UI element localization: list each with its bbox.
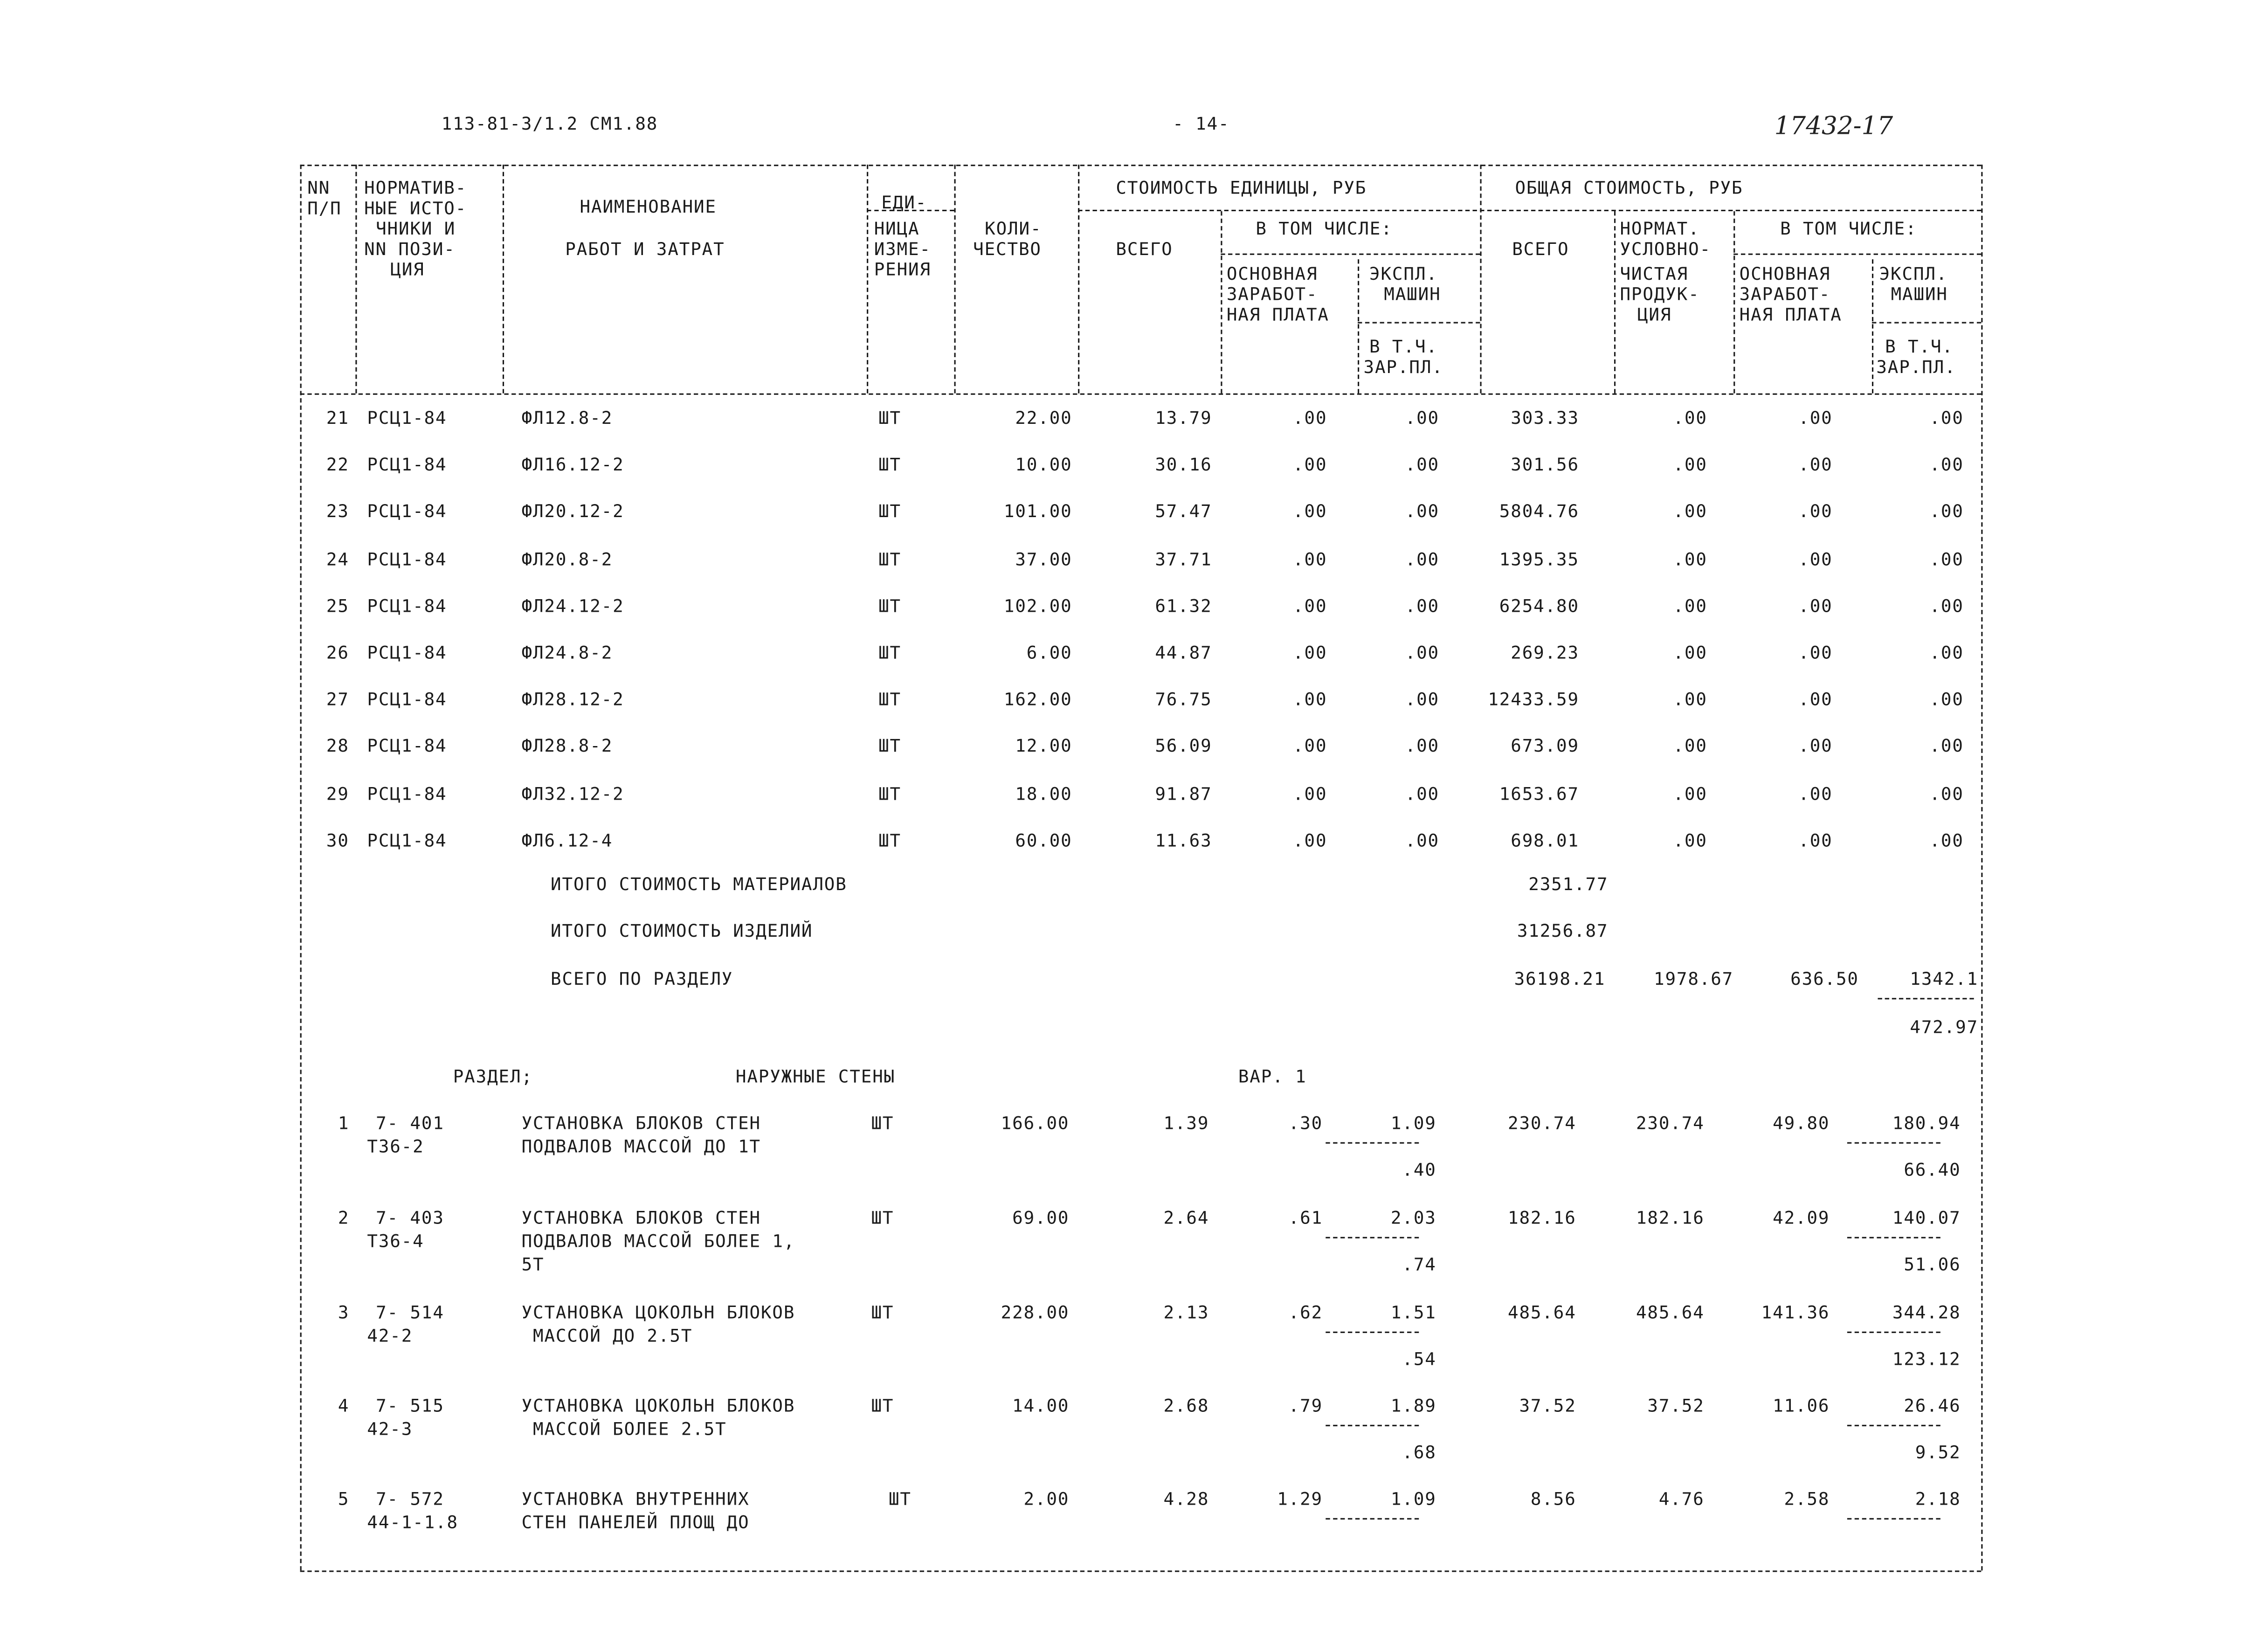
row-number: 21 [326,408,349,429]
hdr-unit-2: НИЦА [874,218,920,239]
page-number: - 14- [1173,113,1230,134]
work-name-line: ПОДВАЛОВ МАССОЙ БОЛЕЕ 1, [521,1231,795,1251]
materials-total-label: ИТОГО СТОИМОСТЬ МАТЕРИАЛОВ [551,874,847,895]
header-bottom-border [300,394,1982,395]
work-unit: ШТ [871,1113,894,1134]
work-mash-zp: 51.06 [1904,1254,1961,1275]
work-name-line: МАССОЙ БОЛЕЕ 2.5Т [521,1419,727,1440]
hdr-name-2: РАБОТ И ЗАТРАТ [565,239,725,260]
row-mash: .00 [1929,689,1964,710]
hdr-osn-2: ЗАРАБОТ- [1226,284,1318,305]
row-unit-mash: .00 [1405,408,1440,429]
row-normat: .00 [1673,783,1707,804]
hdr-vtom-unit: В ТОМ ЧИСЛЕ: [1256,218,1393,239]
col-sep [1733,211,1735,394]
work-qty: 69.00 [1012,1208,1070,1228]
row-source: РСЦ1-84 [367,408,447,429]
work-name-line: СТЕН ПАНЕЛЕЙ ПЛОЩ ДО [521,1512,750,1533]
col-sep [503,165,504,394]
work-unit: ШТ [871,1208,894,1228]
row-normat: .00 [1673,502,1707,522]
hdr-vtch2-1: В Т.Ч. [1885,336,1954,357]
products-total-label: ИТОГО СТОИМОСТЬ ИЗДЕЛИЙ [551,920,813,941]
hdr-normat-1: НОРМАТ. [1620,218,1700,239]
work-source-code: Т36-4 [367,1231,424,1251]
row-osn: .00 [1798,830,1833,851]
sub-underline [1847,1237,1940,1238]
row-unit-mash: .00 [1405,548,1440,569]
hdr-normat-2: УСЛОВНО- [1620,239,1712,260]
work-total: 230.74 [1508,1113,1576,1134]
row-qty: 101.00 [1003,502,1072,522]
col-sep [1078,165,1079,394]
work-name-line: УСТАНОВКА ЦОКОЛЬН БЛОКОВ [521,1302,795,1323]
section-osn: 636.50 [1790,968,1859,989]
row-osn: .00 [1798,408,1833,429]
row-total: 698.01 [1511,830,1579,851]
work-qty: 228.00 [1001,1302,1070,1323]
work-unit-cost: 2.64 [1163,1208,1209,1228]
work-name-line: ПОДВАЛОВ МАССОЙ ДО 1Т [521,1136,761,1157]
hdr-norm-5: ЦИЯ [390,259,425,280]
row-unit: ШТ [878,830,901,851]
row-total: 12433.59 [1488,689,1579,710]
hdr-unit-3: ИЗМЕ- [874,239,931,260]
row-source: РСЦ1-84 [367,642,447,663]
work-unit-zp: .30 [1288,1113,1323,1134]
row-unit-zp: .00 [1293,502,1327,522]
work-total: 182.16 [1508,1208,1576,1228]
section-total: 36198.21 [1514,968,1606,989]
hdr-line [1221,254,1480,255]
work-unit-zp: .79 [1288,1396,1323,1417]
work-mash-zp: 9.52 [1915,1442,1961,1463]
row-number: 26 [326,642,349,663]
handwritten-number: 17432-17 [1774,112,1893,142]
row-source: РСЦ1-84 [367,689,447,710]
hdr-osn-3: НАЯ ПЛАТА [1226,304,1329,325]
row-unit-mash: .00 [1405,830,1440,851]
row-qty: 102.00 [1003,595,1072,616]
work-name-line: 5Т [521,1254,545,1275]
work-total: 8.56 [1530,1489,1576,1509]
table-right-border [1981,165,1982,1570]
hdr-eksp2-1: ЭКСПЛ. [1879,263,1948,284]
row-unit: ШТ [878,408,901,429]
hdr-qty-1: КОЛИ- [985,218,1042,239]
row-name: ФЛ16.12-2 [521,455,624,476]
products-total: 31256.87 [1517,920,1609,941]
document-code: 113-81-3/1.2 СМ1.88 [441,113,658,134]
hdr-vtch2-2: ЗАР.ПЛ. [1876,357,1956,378]
row-source: РСЦ1-84 [367,830,447,851]
row-source: РСЦ1-84 [367,783,447,804]
row-total: 673.09 [1511,736,1579,757]
work-mash-zp: 123.12 [1892,1349,1961,1370]
table-left-border [300,165,302,1570]
work-name-line: УСТАНОВКА ВНУТРЕННИХ [521,1489,750,1509]
row-name: ФЛ32.12-2 [521,783,624,804]
table-bottom-border [300,1570,1982,1572]
row-total: 1653.67 [1499,783,1579,804]
work-source: 7- 572 [376,1489,444,1509]
row-normat: .00 [1673,595,1707,616]
work-number: 4 [338,1396,350,1417]
sub-underline [1326,1425,1419,1426]
work-unit-cost: 1.39 [1163,1113,1209,1134]
row-unit-cost: 30.16 [1155,455,1212,476]
hdr-osn2-3: НАЯ ПЛАТА [1739,304,1842,325]
row-normat: .00 [1673,689,1707,710]
sub-underline [1326,1237,1419,1238]
row-unit: ШТ [878,548,901,569]
hdr-normat-4: ПРОДУК- [1620,284,1700,305]
work-total: 485.64 [1508,1302,1576,1323]
work-mash: 344.28 [1892,1302,1961,1323]
row-normat: .00 [1673,455,1707,476]
row-unit-cost: 91.87 [1155,783,1212,804]
row-source: РСЦ1-84 [367,548,447,569]
row-source: РСЦ1-84 [367,455,447,476]
work-mash-zp: 66.40 [1904,1160,1961,1180]
work-mash: 26.46 [1904,1396,1961,1417]
row-name: ФЛ12.8-2 [521,408,613,429]
hdr-osn2-1: ОСНОВНАЯ [1739,263,1831,284]
row-osn: .00 [1798,502,1833,522]
work-normat: 230.74 [1636,1113,1705,1134]
row-unit-cost: 11.63 [1155,830,1212,851]
row-number: 30 [326,830,349,851]
hdr-line [1733,254,1981,255]
hdr-unit-1: ЕДИ- [881,192,927,213]
row-number: 23 [326,502,349,522]
row-qty: 60.00 [1015,830,1072,851]
hdr-total-cost: ОБЩАЯ СТОИМОСТЬ, РУБ [1515,178,1743,198]
work-unit-mash: 1.09 [1390,1113,1436,1134]
hdr-vtch-2: ЗАР.ПЛ. [1363,357,1443,378]
row-unit: ШТ [878,595,901,616]
row-name: ФЛ28.12-2 [521,689,624,710]
hdr-qty-2: ЧЕСТВО [973,239,1042,260]
work-total: 37.52 [1519,1396,1576,1417]
work-number: 2 [338,1208,350,1228]
work-source-code: Т36-2 [367,1136,424,1157]
row-number: 28 [326,736,349,757]
row-osn: .00 [1798,736,1833,757]
row-unit-cost: 56.09 [1155,736,1212,757]
row-unit: ШТ [878,689,901,710]
row-unit-mash: .00 [1405,502,1440,522]
row-unit-zp: .00 [1293,455,1327,476]
row-unit-mash: .00 [1405,455,1440,476]
col-sep [355,165,357,394]
col-sep [954,165,956,394]
row-source: РСЦ1-84 [367,502,447,522]
hdr-name-1: НАИМЕНОВАНИЕ [580,196,717,217]
row-unit-mash: .00 [1405,736,1440,757]
work-qty: 14.00 [1012,1396,1070,1417]
col-sep [1480,165,1481,394]
row-unit-mash: .00 [1405,783,1440,804]
hdr-nn-2: П/П [307,198,342,219]
row-normat: .00 [1673,408,1707,429]
row-normat: .00 [1673,548,1707,569]
row-unit-cost: 37.71 [1155,548,1212,569]
work-qty: 2.00 [1023,1489,1070,1509]
work-mash: 180.94 [1892,1113,1961,1134]
work-unit: ШТ [888,1489,911,1509]
row-unit-mash: .00 [1405,595,1440,616]
row-qty: 10.00 [1015,455,1072,476]
work-unit-zp: 1.29 [1277,1489,1323,1509]
hdr-eksp-2: МАШИН [1384,284,1441,305]
row-qty: 6.00 [1026,642,1072,663]
hdr-vsego-total: ВСЕГО [1512,239,1569,260]
work-number: 5 [338,1489,350,1509]
work-unit-mash: 1.09 [1390,1489,1436,1509]
row-unit: ШТ [878,502,901,522]
work-name-line: УСТАНОВКА ЦОКОЛЬН БЛОКОВ [521,1396,795,1417]
work-unit-mash: 1.51 [1390,1302,1436,1323]
row-normat: .00 [1673,642,1707,663]
hdr-line [1358,322,1480,324]
row-unit-zp: .00 [1293,408,1327,429]
section-mash-underline [1878,998,1974,999]
row-name: ФЛ24.12-2 [521,595,624,616]
row-unit-zp: .00 [1293,736,1327,757]
work-normat: 4.76 [1658,1489,1705,1509]
sub-underline [1847,1518,1940,1520]
row-osn: .00 [1798,595,1833,616]
row-name: ФЛ6.12-4 [521,830,613,851]
row-unit: ШТ [878,455,901,476]
row-mash: .00 [1929,642,1964,663]
work-unit: ШТ [871,1396,894,1417]
row-osn: .00 [1798,455,1833,476]
work-unit-mash: 1.89 [1390,1396,1436,1417]
row-mash: .00 [1929,455,1964,476]
row-unit-zp: .00 [1293,642,1327,663]
row-name: ФЛ24.8-2 [521,642,613,663]
hdr-normat-3: ЧИСТАЯ [1620,263,1689,284]
work-qty: 166.00 [1001,1113,1070,1134]
section-label: РАЗДЕЛ; [453,1066,533,1087]
row-source: РСЦ1-84 [367,595,447,616]
work-name-line: УСТАНОВКА БЛОКОВ СТЕН [521,1113,761,1134]
work-number: 3 [338,1302,350,1323]
hdr-vtch-1: В Т.Ч. [1369,336,1438,357]
work-normat: 485.64 [1636,1302,1705,1323]
work-osn: 11.06 [1773,1396,1830,1417]
row-mash: .00 [1929,595,1964,616]
hdr-nn-1: NN [307,178,331,198]
row-unit-zp: .00 [1293,689,1327,710]
sub-underline [1847,1332,1940,1333]
work-source: 7- 515 [376,1396,444,1417]
col-sep [1221,211,1222,394]
work-source: 7- 403 [376,1208,444,1228]
row-number: 27 [326,689,349,710]
sub-underline [1326,1518,1419,1520]
row-unit-mash: .00 [1405,689,1440,710]
section-variant: ВАР. 1 [1238,1066,1307,1087]
work-normat: 182.16 [1636,1208,1705,1228]
row-name: ФЛ20.12-2 [521,502,624,522]
hdr-eksp2-2: МАШИН [1891,284,1948,305]
work-unit-zp: .62 [1288,1302,1323,1323]
row-unit: ШТ [878,642,901,663]
section-normat: 1978.67 [1653,968,1734,989]
sub-underline [1847,1425,1940,1426]
row-qty: 162.00 [1003,689,1072,710]
row-osn: .00 [1798,689,1833,710]
work-osn: 141.36 [1761,1302,1830,1323]
work-osn: 49.80 [1773,1113,1830,1134]
materials-total: 2351.77 [1528,874,1609,895]
work-unit-cost: 2.13 [1163,1302,1209,1323]
row-qty: 12.00 [1015,736,1072,757]
work-mash: 140.07 [1892,1208,1961,1228]
row-number: 29 [326,783,349,804]
row-name: ФЛ28.8-2 [521,736,613,757]
row-unit-zp: .00 [1293,830,1327,851]
row-total: 301.56 [1511,455,1579,476]
row-total: 6254.80 [1499,595,1579,616]
work-osn: 2.58 [1784,1489,1830,1509]
work-source-code: 42-3 [367,1419,413,1440]
col-sep [1358,259,1359,393]
row-unit: ШТ [878,736,901,757]
work-unit-mash-zp: .54 [1402,1349,1436,1370]
hdr-norm-3: ЧНИКИ И [376,218,456,239]
hdr-norm-2: НЫЕ ИСТО- [364,198,467,219]
work-unit-cost: 2.68 [1163,1396,1209,1417]
hdr-line [1078,210,1981,211]
work-unit-zp: .61 [1288,1208,1323,1228]
section-name: НАРУЖНЫЕ СТЕНЫ [735,1066,896,1087]
work-name-line: МАССОЙ ДО 2.5Т [521,1326,693,1347]
col-sep [1872,259,1873,393]
row-total: 269.23 [1511,642,1579,663]
row-name: ФЛ20.8-2 [521,548,613,569]
hdr-eksp-1: ЭКСПЛ. [1369,263,1438,284]
row-number: 22 [326,455,349,476]
work-unit: ШТ [871,1302,894,1323]
hdr-unit-cost: СТОИМОСТЬ ЕДИНИЦЫ, РУБ [1116,178,1367,198]
hdr-osn2-2: ЗАРАБОТ- [1739,284,1831,305]
section-mash: 1342.1 [1910,968,1979,989]
col-sep [1614,211,1616,394]
row-unit-zp: .00 [1293,595,1327,616]
hdr-osn-1: ОСНОВНАЯ [1226,263,1318,284]
work-unit-mash-zp: .68 [1402,1442,1436,1463]
row-unit-cost: 13.79 [1155,408,1212,429]
row-normat: .00 [1673,736,1707,757]
work-normat: 37.52 [1647,1396,1705,1417]
row-qty: 37.00 [1015,548,1072,569]
row-mash: .00 [1929,783,1964,804]
section-total-label: ВСЕГО ПО РАЗДЕЛУ [551,968,733,989]
row-osn: .00 [1798,548,1833,569]
work-source: 7- 401 [376,1113,444,1134]
sub-underline [1326,1142,1419,1144]
work-unit-cost: 4.28 [1163,1489,1209,1509]
row-source: РСЦ1-84 [367,736,447,757]
row-total: 1395.35 [1499,548,1579,569]
row-unit-mash: .00 [1405,642,1440,663]
col-sep [867,165,868,394]
row-mash: .00 [1929,502,1964,522]
row-unit-cost: 61.32 [1155,595,1212,616]
row-mash: .00 [1929,736,1964,757]
sub-underline [1326,1332,1419,1333]
section-mash-zp: 472.97 [1910,1016,1979,1037]
row-unit-cost: 76.75 [1155,689,1212,710]
row-number: 24 [326,548,349,569]
row-mash: .00 [1929,548,1964,569]
work-number: 1 [338,1113,350,1134]
hdr-unit-4: РЕНИЯ [874,259,931,280]
row-normat: .00 [1673,830,1707,851]
hdr-normat-5: ЦИЯ [1637,304,1672,325]
work-source: 7- 514 [376,1302,444,1323]
row-unit-zp: .00 [1293,783,1327,804]
work-unit-mash-zp: .74 [1402,1254,1436,1275]
hdr-norm-4: NN ПОЗИ- [364,239,456,260]
table-top-border [300,165,1982,166]
work-source-code: 44-1-1.8 [367,1512,458,1533]
work-mash: 2.18 [1915,1489,1961,1509]
row-number: 25 [326,595,349,616]
row-mash: .00 [1929,408,1964,429]
row-unit-cost: 57.47 [1155,502,1212,522]
row-mash: .00 [1929,830,1964,851]
work-osn: 42.09 [1773,1208,1830,1228]
work-unit-mash-zp: .40 [1402,1160,1436,1180]
hdr-vsego-unit: ВСЕГО [1116,239,1173,260]
row-osn: .00 [1798,642,1833,663]
row-qty: 22.00 [1015,408,1072,429]
row-unit: ШТ [878,783,901,804]
row-unit-cost: 44.87 [1155,642,1212,663]
row-total: 303.33 [1511,408,1579,429]
hdr-line [1872,322,1981,324]
work-source-code: 42-2 [367,1326,413,1347]
row-unit-zp: .00 [1293,548,1327,569]
row-total: 5804.76 [1499,502,1579,522]
row-qty: 18.00 [1015,783,1072,804]
hdr-vtom-total: В ТОМ ЧИСЛЕ: [1780,218,1917,239]
row-osn: .00 [1798,783,1833,804]
work-unit-mash: 2.03 [1390,1208,1436,1228]
hdr-norm-1: НОРМАТИВ- [364,178,467,198]
sub-underline [1847,1142,1940,1144]
work-name-line: УСТАНОВКА БЛОКОВ СТЕН [521,1208,761,1228]
